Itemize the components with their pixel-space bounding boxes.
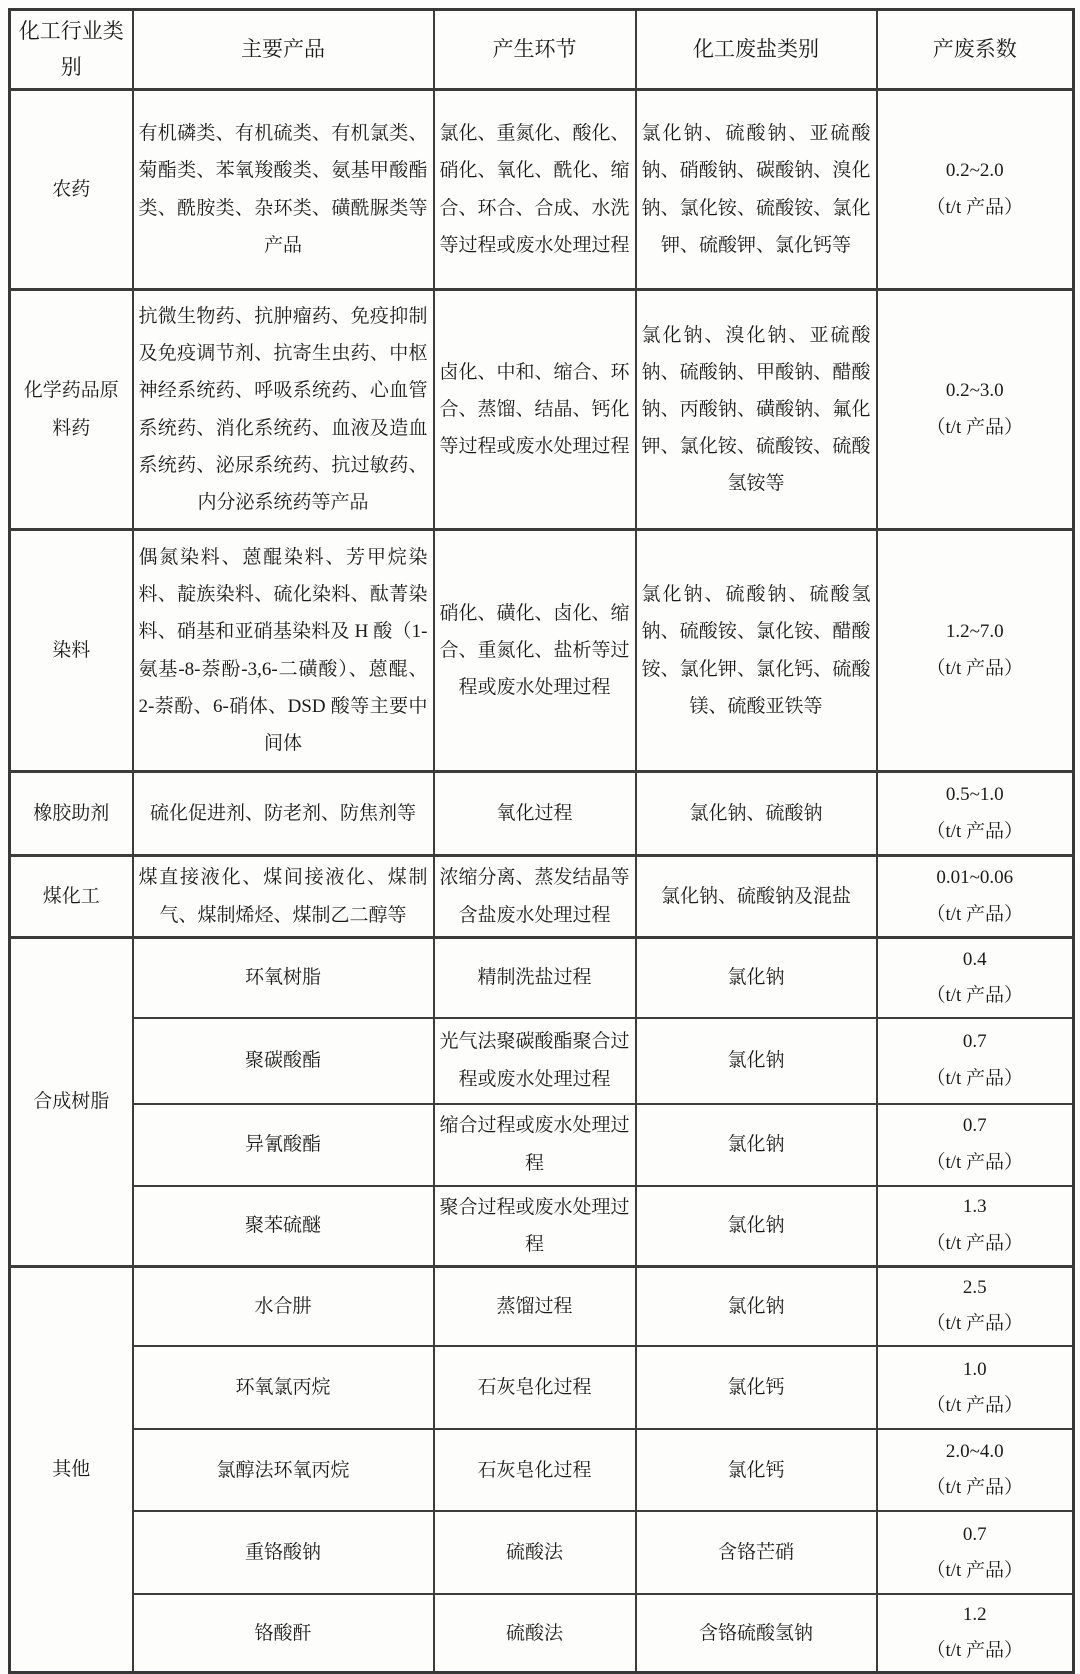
cell-industry-category: 染料	[10, 530, 133, 772]
coefficient-value: 0.5~1.0	[945, 784, 1004, 806]
cell-production-stage: 硫酸法	[434, 1511, 636, 1594]
cell-production-stage: 石灰皂化过程	[434, 1429, 636, 1511]
cell-waste-coefficient	[877, 290, 1074, 530]
coefficient-unit: （t/t 产品）	[926, 657, 1024, 679]
cell-waste-salt-category: 含铬硫酸氢钠	[636, 1594, 877, 1673]
coefficient-value: 1.0	[962, 1358, 987, 1380]
coefficient-unit: （t/t 产品）	[926, 984, 1024, 1006]
cell-waste-coefficient	[877, 1104, 1074, 1186]
cell-main-products: 水合肼	[133, 1266, 434, 1346]
cell-main-products: 偶氮染料、蒽醌染料、芳甲烷染料、靛族染料、硫化染料、酞菁染料、硝基和亚硝基染料及 H 酸（1-氨基-8-萘酚-3,6-二磺酸）、蒽醌、2-萘酚、6-硝体、DSD 酸等主要中间体	[133, 530, 434, 772]
cell-production-stage: 石灰皂化过程	[434, 1346, 636, 1429]
cell-industry-category: 煤化工	[10, 856, 133, 938]
cell-waste-coefficient	[877, 1594, 1074, 1673]
cell-production-stage: 氯化、重氮化、酸化、硝化、氧化、酰化、缩合、环合、合成、水洗等过程或废水处理过程	[434, 90, 636, 290]
cell-industry-category: 其他	[10, 1266, 133, 1673]
cell-production-stage: 光气法聚碳酸酯聚合过程或废水处理过程	[434, 1018, 636, 1104]
cell-production-stage: 硝化、磺化、卤化、缩合、重氮化、盐析等过程或废水处理过程	[434, 530, 636, 772]
cell-waste-coefficient	[877, 90, 1074, 290]
cell-main-products: 氯醇法环氧丙烷	[133, 1429, 434, 1511]
header-cell-industry-category: 化工行业类别	[10, 10, 133, 90]
coefficient-unit: （t/t 产品）	[926, 1640, 1024, 1662]
header-cell-waste-salt-category: 化工废盐类别	[636, 10, 877, 90]
coefficient-value: 1.2	[962, 1604, 987, 1626]
cell-waste-salt-category: 氯化钙	[636, 1429, 877, 1511]
cell-production-stage: 卤化、中和、缩合、环合、蒸馏、结晶、钙化等过程或废水处理过程	[434, 290, 636, 530]
cell-waste-salt-category: 氯化钠、硫酸钠、亚硫酸钠、硝酸钠、碳酸钠、溴化钠、氯化铵、硫酸铵、氯化钾、硫酸钾、氯化钙等	[636, 90, 877, 290]
header-cell-main-products: 主要产品	[133, 10, 434, 90]
table-row-rubber-additives	[10, 772, 1074, 856]
cell-waste-salt-category: 氯化钠、硫酸钠及混盐	[636, 856, 877, 938]
cell-main-products: 煤直接液化、煤间接液化、煤制气、煤制烯烃、煤制乙二醇等	[133, 856, 434, 938]
coefficient-unit: （t/t 产品）	[926, 903, 1024, 925]
cell-production-stage: 蒸馏过程	[434, 1266, 636, 1346]
cell-main-products: 异氰酸酯	[133, 1104, 434, 1186]
table-row-pharma	[10, 290, 1074, 530]
cell-waste-salt-category: 氯化钠	[636, 1104, 877, 1186]
cell-industry-category: 化学药品原料药	[10, 290, 133, 530]
table-row-chromic-anhydride	[10, 1594, 1074, 1673]
cell-waste-coefficient	[877, 1186, 1074, 1267]
table-row-polycarbonate	[10, 1018, 1074, 1104]
cell-waste-coefficient	[877, 1429, 1074, 1511]
cell-waste-salt-category: 氯化钠	[636, 1266, 877, 1346]
coefficient-unit: （t/t 产品）	[926, 1067, 1024, 1089]
cell-main-products: 环氧氯丙烷	[133, 1346, 434, 1429]
cell-production-stage: 浓缩分离、蒸发结晶等含盐废水处理过程	[434, 856, 636, 938]
cell-main-products: 重铬酸钠	[133, 1511, 434, 1594]
table-header-row	[10, 10, 1074, 90]
cell-waste-salt-category: 含铬芒硝	[636, 1511, 877, 1594]
cell-main-products: 聚苯硫醚	[133, 1186, 434, 1267]
cell-waste-salt-category: 氯化钠、硫酸钠	[636, 772, 877, 856]
coefficient-value: 2.0~4.0	[945, 1441, 1004, 1462]
cell-waste-salt-category: 氯化钠	[636, 938, 877, 1018]
coefficient-value: 0.01~0.06	[936, 867, 1014, 889]
coefficient-unit: （t/t 产品）	[926, 1313, 1024, 1335]
coefficient-unit: （t/t 产品）	[926, 1151, 1024, 1173]
table-row-chlorohydrin-po	[10, 1429, 1074, 1511]
cell-waste-coefficient	[877, 856, 1074, 938]
cell-waste-coefficient	[877, 1266, 1074, 1346]
table-row-pps	[10, 1186, 1074, 1267]
coefficient-value: 0.2~3.0	[945, 380, 1004, 402]
coefficient-unit: （t/t 产品）	[926, 196, 1024, 218]
cell-waste-coefficient	[877, 1346, 1074, 1429]
waste-salt-table	[8, 8, 1075, 1674]
coefficient-value: 0.2~2.0	[945, 160, 1004, 182]
cell-main-products: 铬酸酐	[133, 1594, 434, 1673]
table-row-pesticide	[10, 90, 1074, 290]
cell-main-products: 环氧树脂	[133, 938, 434, 1018]
coefficient-unit: （t/t 产品）	[926, 416, 1024, 438]
coefficient-value: 0.7	[962, 1523, 987, 1545]
coefficient-value: 0.7	[962, 1031, 987, 1053]
coefficient-value: 1.2~7.0	[945, 621, 1004, 643]
coefficient-unit: （t/t 产品）	[926, 1394, 1024, 1416]
table-row-isocyanate	[10, 1104, 1074, 1186]
cell-waste-coefficient	[877, 1511, 1074, 1594]
header-cell-waste-coefficient: 产废系数	[877, 10, 1074, 90]
cell-waste-salt-category: 氯化钠、硫酸钠、硫酸氢钠、硫酸铵、氯化铵、醋酸铵、氯化钾、氯化钙、硫酸镁、硫酸亚铁等	[636, 530, 877, 772]
cell-waste-coefficient	[877, 1018, 1074, 1104]
cell-main-products: 有机磷类、有机硫类、有机氯类、菊酯类、苯氧羧酸类、氨基甲酸酯类、酰胺类、杂环类、磺酰脲类等产品	[133, 90, 434, 290]
cell-waste-salt-category: 氯化钠	[636, 1186, 877, 1267]
coefficient-unit: （t/t 产品）	[926, 1232, 1024, 1254]
cell-production-stage: 缩合过程或废水处理过程	[434, 1104, 636, 1186]
table-row-hydrazine-hydrate	[10, 1266, 1074, 1346]
coefficient-value: 0.4	[962, 948, 987, 970]
coefficient-value: 1.3	[962, 1196, 987, 1218]
cell-main-products: 抗微生物药、抗肿瘤药、免疫抑制及免疫调节剂、抗寄生虫药、中枢神经系统药、呼吸系统药、心血管系统药、消化系统药、血液及造血系统药、泌尿系统药、抗过敏药、内分泌系统药等产品	[133, 290, 434, 530]
cell-waste-salt-category: 氯化钙	[636, 1346, 877, 1429]
coefficient-unit: （t/t 产品）	[926, 1477, 1024, 1499]
table-row-coal-chemical	[10, 856, 1074, 938]
header-cell-production-stage: 产生环节	[434, 10, 636, 90]
cell-waste-salt-category: 氯化钠、溴化钠、亚硫酸钠、硫酸钠、甲酸钠、醋酸钠、丙酸钠、磺酸钠、氟化钾、氯化铵、硫酸铵、硫酸氢铵等	[636, 290, 877, 530]
coefficient-value: 2.5	[962, 1277, 987, 1299]
coefficient-unit: （t/t 产品）	[926, 1559, 1024, 1581]
cell-main-products: 硫化促进剂、防老剂、防焦剂等	[133, 772, 434, 856]
cell-production-stage: 精制洗盐过程	[434, 938, 636, 1018]
cell-industry-category: 农药	[10, 90, 133, 290]
cell-waste-salt-category: 氯化钠	[636, 1018, 877, 1104]
cell-industry-category: 橡胶助剂	[10, 772, 133, 856]
table-row-epichlorohydrin	[10, 1346, 1074, 1429]
coefficient-value: 0.7	[962, 1115, 987, 1137]
cell-waste-coefficient	[877, 938, 1074, 1018]
cell-industry-category: 合成树脂	[10, 938, 133, 1267]
coefficient-unit: （t/t 产品）	[926, 820, 1024, 842]
cell-waste-coefficient	[877, 530, 1074, 772]
cell-production-stage: 聚合过程或废水处理过程	[434, 1186, 636, 1267]
cell-waste-coefficient	[877, 772, 1074, 856]
table-row-epoxy-resin	[10, 938, 1074, 1018]
cell-main-products: 聚碳酸酯	[133, 1018, 434, 1104]
cell-production-stage: 硫酸法	[434, 1594, 636, 1673]
table-row-sodium-dichromate	[10, 1511, 1074, 1594]
table-row-dyes	[10, 530, 1074, 772]
cell-production-stage: 氧化过程	[434, 772, 636, 856]
